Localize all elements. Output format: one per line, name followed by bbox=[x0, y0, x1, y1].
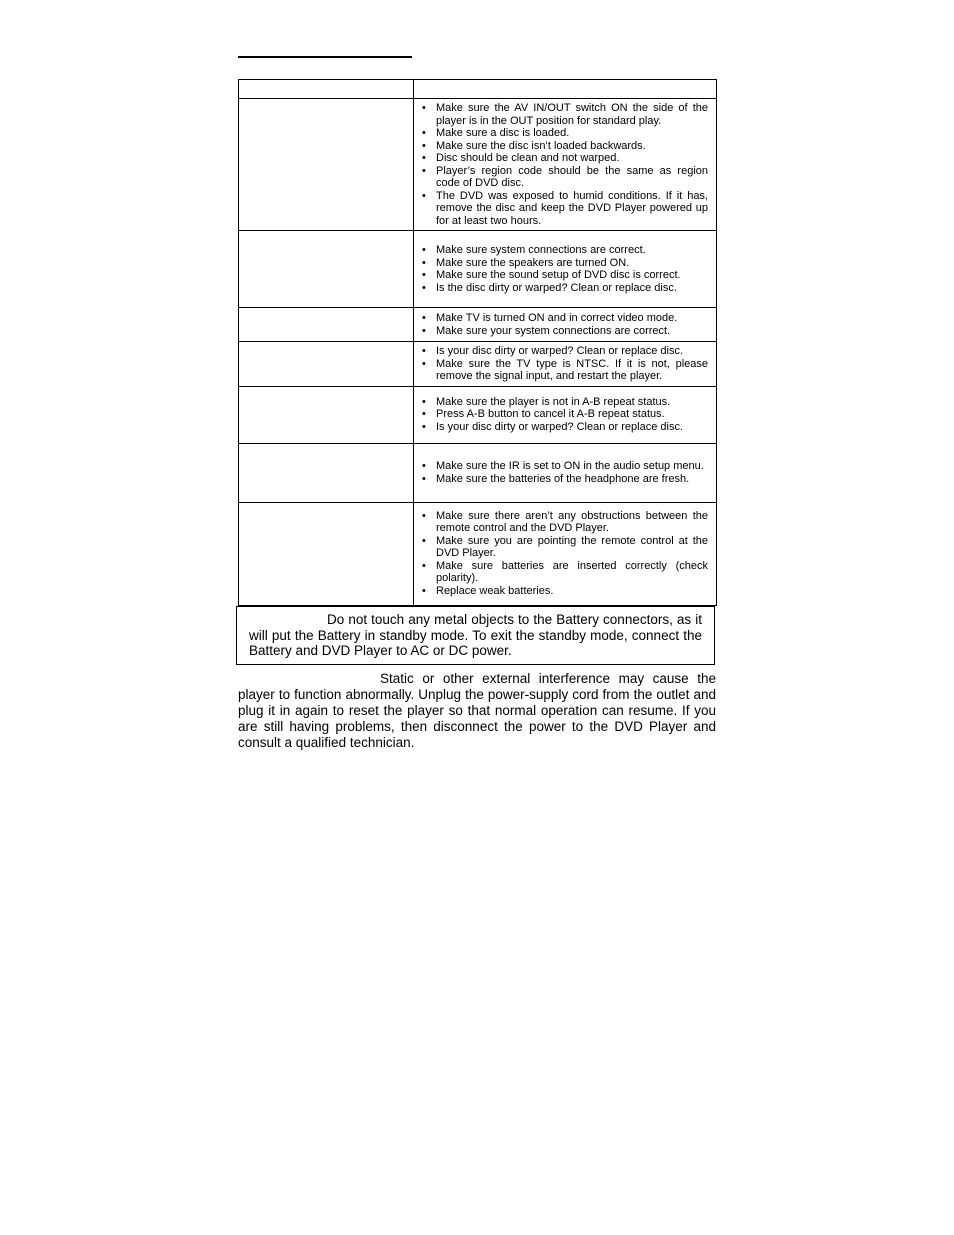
table-row bbox=[239, 443, 717, 502]
problem-cell bbox=[239, 231, 414, 308]
list-item: • Make sure your system connections are correct. bbox=[422, 325, 708, 338]
table-row bbox=[239, 99, 717, 231]
solution-cell bbox=[414, 386, 717, 443]
list-item: • Make sure the disc isn’t loaded backwards. bbox=[422, 140, 708, 153]
table-row bbox=[239, 308, 717, 342]
solution-cell bbox=[414, 308, 717, 342]
paragraph-text: Static or other external interference may cause the player to function abnormally. Unplug the power-supply cord from the outlet and plug it in again to reset the player so that normal operation can resume. If you are still having problems, then disconnect the power to the DVD Player and consult a qualified technician. bbox=[238, 671, 716, 750]
problem-cell bbox=[239, 502, 414, 605]
solution-cell bbox=[414, 99, 717, 231]
list-item: • Make sure the TV type is NTSC. If it is not, please remove the signal input, and restart the player. bbox=[422, 358, 708, 383]
list-item: • Make sure the speakers are turned ON. bbox=[422, 257, 708, 270]
problem-cell bbox=[239, 342, 414, 387]
problem-cell bbox=[239, 99, 414, 231]
troubleshooting-table bbox=[238, 79, 717, 606]
list-item: • Make sure there aren’t any obstructions between the remote control and the DVD Player. bbox=[422, 510, 708, 535]
solution-list bbox=[414, 309, 716, 340]
list-item: • Make sure batteries are inserted correctly (check polarity). bbox=[422, 560, 708, 585]
list-item: • Make sure the player is not in A-B repeat status. bbox=[422, 396, 708, 409]
table-row bbox=[239, 342, 717, 387]
table-header-row bbox=[239, 80, 717, 99]
list-item: • Disc should be clean and not warped. bbox=[422, 152, 708, 165]
list-item: • Press A-B button to cancel it A-B repeat status. bbox=[422, 408, 708, 421]
list-item: • Is your disc dirty or warped? Clean or replace disc. bbox=[422, 421, 708, 434]
solution-cell bbox=[414, 443, 717, 502]
list-item: • Make sure the AV IN/OUT switch ON the side of the player is in the OUT position for standard play. bbox=[422, 102, 708, 127]
table-row bbox=[239, 502, 717, 605]
problem-cell bbox=[239, 308, 414, 342]
problem-cell bbox=[239, 443, 414, 502]
table-row bbox=[239, 231, 717, 308]
list-item: • Make sure the sound setup of DVD disc is correct. bbox=[422, 269, 708, 282]
solution-cell bbox=[414, 342, 717, 387]
list-item: • The DVD was exposed to humid conditions. If it has, remove the disc and keep the DVD Player powered up for at least two hours. bbox=[422, 190, 708, 228]
solution-list bbox=[414, 241, 716, 297]
list-item: • Is the disc dirty or warped? Clean or replace disc. bbox=[422, 282, 708, 295]
problem-cell bbox=[239, 386, 414, 443]
solution-list bbox=[414, 99, 716, 230]
battery-note-box bbox=[236, 606, 715, 665]
list-item: • Make sure system connections are correct. bbox=[422, 244, 708, 257]
list-item: • Make sure the batteries of the headphone are fresh. bbox=[422, 473, 708, 486]
title-underline bbox=[238, 56, 412, 58]
note-text: Do not touch any metal objects to the Battery connectors, as it will put the Battery in standby mode. To exit the standby mode, connect the Battery and DVD Player to AC or DC power. bbox=[249, 612, 702, 658]
solution-list bbox=[414, 393, 716, 437]
solution-list bbox=[414, 342, 716, 386]
header-cell-problem bbox=[239, 80, 414, 99]
solution-list bbox=[414, 457, 716, 488]
list-item: • Is your disc dirty or warped? Clean or replace disc. bbox=[422, 345, 708, 358]
list-item: • Make sure you are pointing the remote control at the DVD Player. bbox=[422, 535, 708, 560]
list-item: • Player’s region code should be the same as region code of DVD disc. bbox=[422, 165, 708, 190]
solution-list bbox=[414, 507, 716, 601]
list-item: • Make sure a disc is loaded. bbox=[422, 127, 708, 140]
list-item: • Replace weak batteries. bbox=[422, 585, 708, 598]
solution-cell bbox=[414, 231, 717, 308]
header-cell-solution bbox=[414, 80, 717, 99]
table-row bbox=[239, 386, 717, 443]
list-item: • Make TV is turned ON and in correct video mode. bbox=[422, 312, 708, 325]
list-item: • Make sure the IR is set to ON in the audio setup menu. bbox=[422, 460, 708, 473]
reset-paragraph bbox=[238, 671, 716, 751]
solution-cell bbox=[414, 502, 717, 605]
